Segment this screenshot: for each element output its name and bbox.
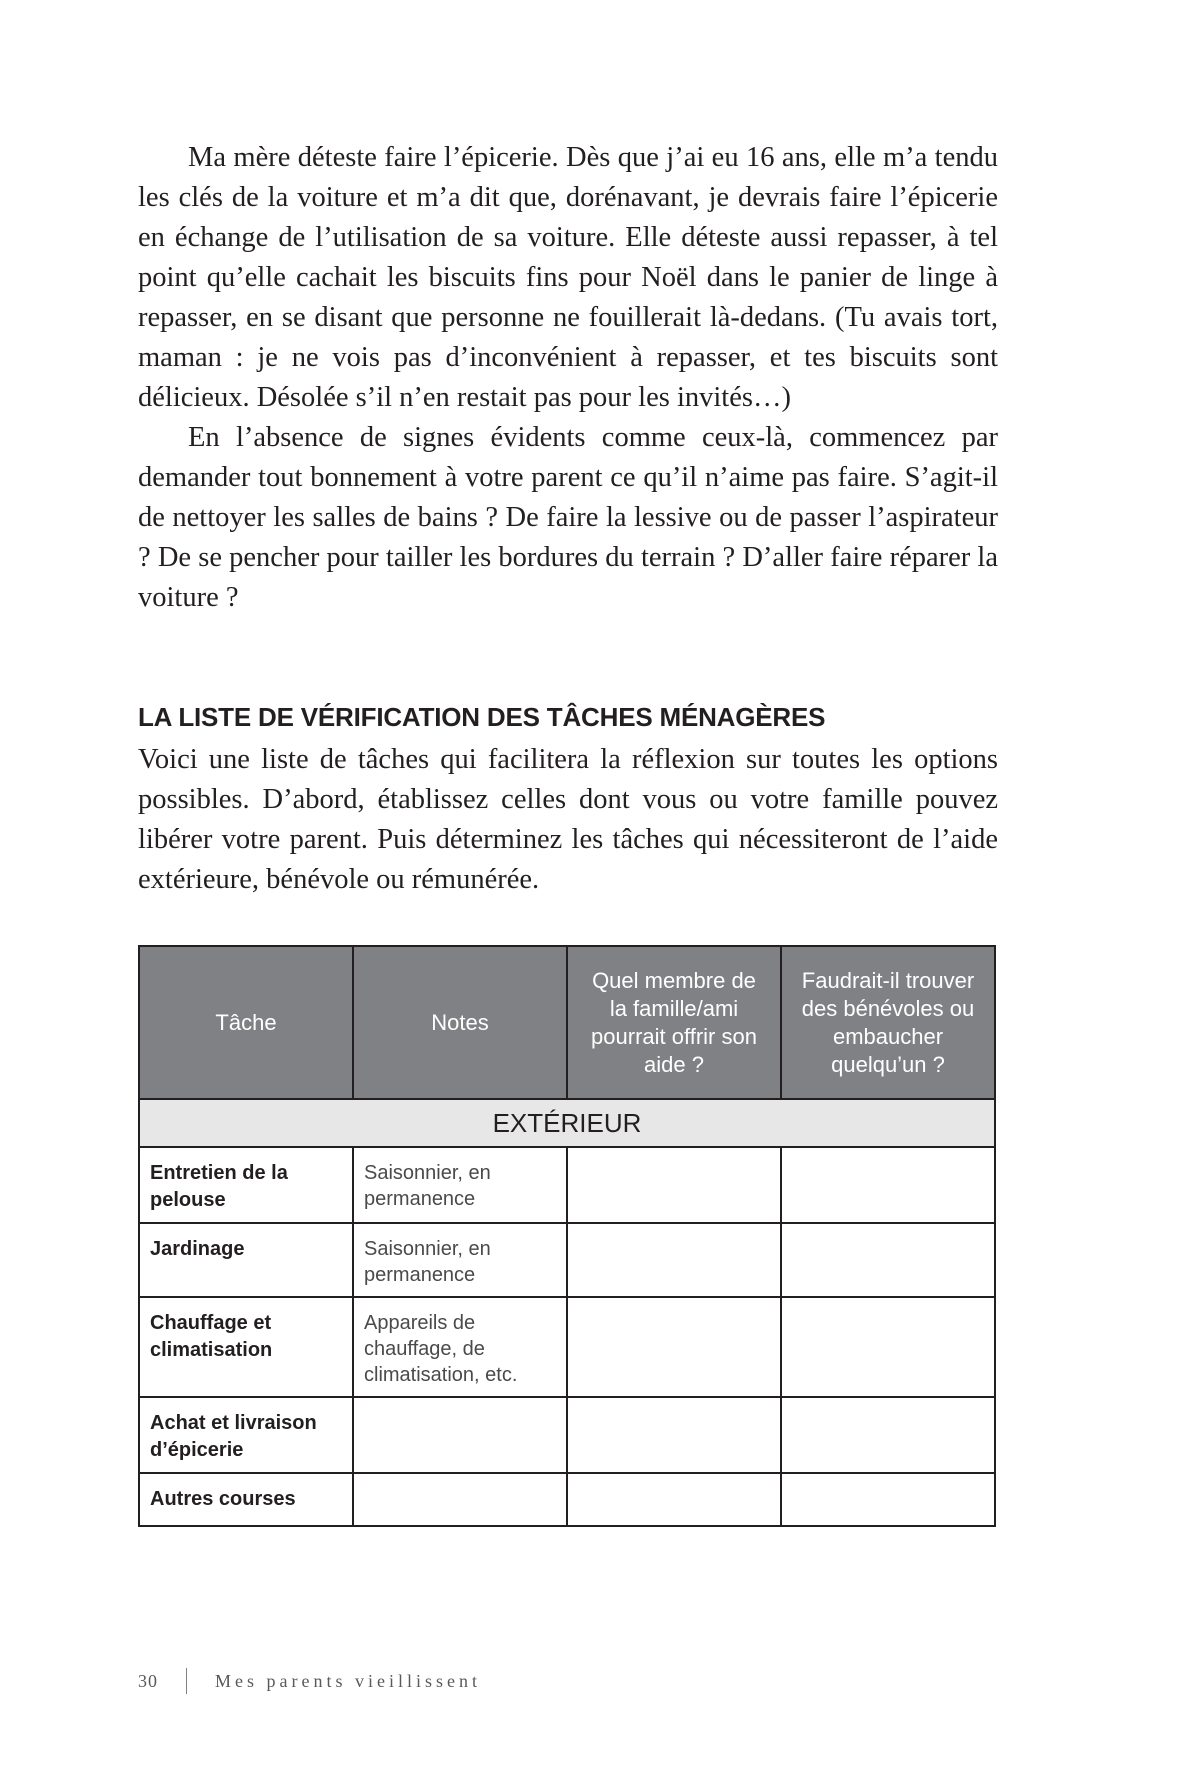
running-title: Mes parents vieillissent <box>215 1670 481 1691</box>
header-family-helper: Quel membre de la famille/ami pourrait offrir son aide ? <box>567 946 781 1099</box>
table-row <box>139 1397 995 1473</box>
section-heading: LA LISTE DE VÉRIFICATION DES TÂCHES MÉNAGÈRES <box>138 702 826 732</box>
paragraph: Ma mère déteste faire l’épicerie. Dès que j’ai eu 16 ans, elle m’a tendu les clés de la voiture et m’a dit que, dorénavant, je devrais faire l’épicerie en échange de l’utilisation de sa voiture. Elle déteste aussi repasser, à tel point qu’elle cachait les biscuits fins pour Noël dans le panier de linge à repasser, en se disant que personne ne fouillerait là-dedans. (Tu avais tort, maman : je ne vois pas d’inconvénient à repasser, et tes biscuits sont délicieux. Désolée s’il n’en restait pas pour les invités…) <box>138 142 998 413</box>
task-notes: Saisonnier, en permanence <box>353 1147 567 1223</box>
family-helper-cell <box>567 1147 781 1223</box>
table-row <box>139 1147 995 1223</box>
task-name: Jardinage <box>139 1223 353 1297</box>
family-helper-cell <box>567 1473 781 1526</box>
header-notes: Notes <box>353 946 567 1099</box>
footer-divider <box>186 1668 187 1694</box>
task-name: Achat et livraison d’épicerie <box>139 1397 353 1473</box>
outside-help-cell <box>781 1297 995 1397</box>
table-header-row <box>139 946 995 1099</box>
paragraph: En l’absence de signes évidents comme ceux-là, commencez par demander tout bonnement à votre parent ce qu’il n’aime pas faire. S’agit-il de nettoyer les salles de bains ? De faire la lessive ou de passer l’aspirateur ? De se pencher pour tailler les bordures du terrain ? D’aller faire réparer la voiture ? <box>138 422 998 613</box>
header-outside-help: Faudrait-il trouver des bénévoles ou embaucher quelqu’un ? <box>781 946 995 1099</box>
section-intro <box>138 740 998 900</box>
outside-help-cell <box>781 1223 995 1297</box>
task-notes <box>353 1397 567 1473</box>
task-notes: Saisonnier, en permanence <box>353 1223 567 1297</box>
task-name: Entretien de la pelouse <box>139 1147 353 1223</box>
outside-help-cell <box>781 1473 995 1526</box>
table-row <box>139 1223 995 1297</box>
family-helper-cell <box>567 1223 781 1297</box>
task-notes: Appareils de chauffage, de climatisation, etc. <box>353 1297 567 1397</box>
family-helper-cell <box>567 1297 781 1397</box>
task-name: Chauffage et climatisation <box>139 1297 353 1397</box>
page-footer <box>138 1668 481 1694</box>
family-helper-cell <box>567 1397 781 1473</box>
task-name: Autres courses <box>139 1473 353 1526</box>
table-section-row <box>139 1099 995 1147</box>
intro-paragraph: Voici une liste de tâches qui facilitera la réflexion sur toutes les options possibles. D’abord, établissez celles dont vous ou votre famille pouvez libérer votre parent. Puis déterminez les tâches qui nécessiteront de l’aide extérieure, bénévole ou rémunérée. <box>138 744 998 895</box>
table-row <box>139 1297 995 1397</box>
body-text <box>138 138 998 618</box>
outside-help-cell <box>781 1147 995 1223</box>
section-label: EXTÉRIEUR <box>139 1099 995 1147</box>
task-notes <box>353 1473 567 1526</box>
table-row <box>139 1473 995 1526</box>
task-checklist-table <box>138 945 996 1527</box>
outside-help-cell <box>781 1397 995 1473</box>
page-number: 30 <box>138 1670 158 1691</box>
header-task: Tâche <box>139 946 353 1099</box>
